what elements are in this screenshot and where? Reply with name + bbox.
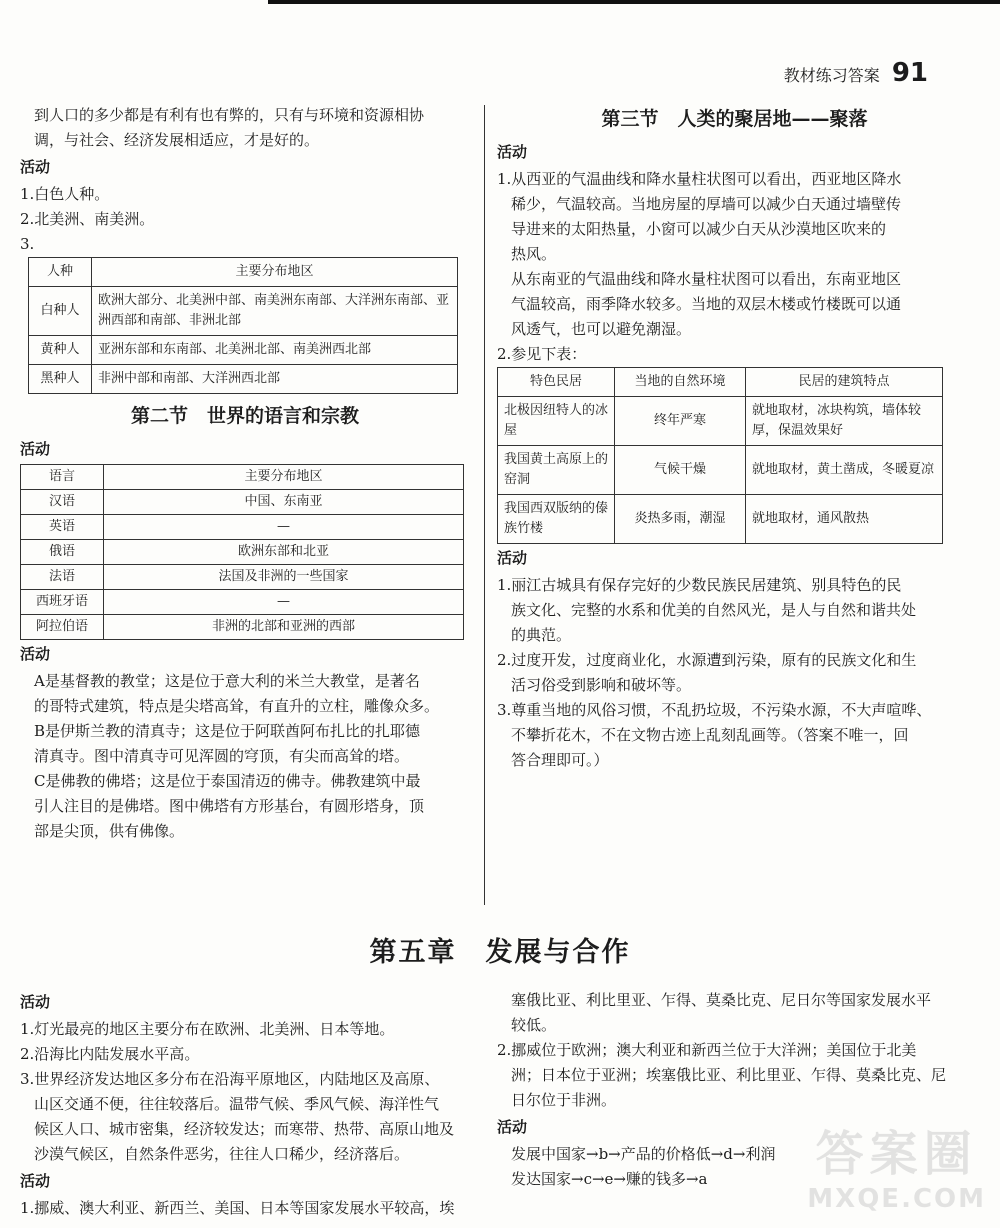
bottom-left-column bbox=[20, 988, 485, 1221]
table-cell: 法语 bbox=[21, 565, 104, 590]
text-line: 引人注目的是佛塔。图中佛塔有方形基台，有圆形塔身，顶 bbox=[34, 797, 425, 815]
text-line: 热风。 bbox=[511, 245, 557, 263]
text-line: 风透气，也可以避免潮湿。 bbox=[511, 320, 692, 338]
text-line: 从东南亚的气温曲线和降水量柱状图可以看出，东南亚地区 bbox=[511, 270, 902, 288]
text-line: 2.沿海比内陆发展水平高。 bbox=[20, 1045, 200, 1063]
table-header-cell: 人种 bbox=[29, 258, 92, 287]
table-row bbox=[21, 615, 464, 640]
text-line: 2.参见下表： bbox=[497, 345, 587, 363]
table-cell: — bbox=[104, 515, 464, 540]
table-header-row bbox=[21, 465, 464, 490]
table-row bbox=[21, 540, 464, 565]
table-cell: 黑种人 bbox=[29, 365, 92, 394]
page-number: 91 bbox=[891, 58, 928, 88]
watermark-url: MXQE.COM bbox=[807, 1184, 986, 1214]
text-line: 活习俗受到影响和破坏等。 bbox=[511, 676, 692, 694]
text-line: 不攀折花木，不在文物古迹上乱刻乱画等。（答案不唯一，回 bbox=[511, 726, 909, 744]
text-line: 山区交通不便，往往较落后。温带气候、季风气候、海洋性气 bbox=[34, 1095, 440, 1113]
table-cell: — bbox=[104, 590, 464, 615]
answer-item: 1.白色人种。 bbox=[20, 185, 110, 203]
table-row bbox=[29, 336, 458, 365]
activity-heading: 活动 bbox=[20, 993, 51, 1011]
table-header-cell: 主要分布地区 bbox=[104, 465, 464, 490]
table-header-cell: 特色民居 bbox=[498, 368, 615, 397]
text-line: C是佛教的佛塔；这是位于泰国清迈的佛寺。佛教建筑中最 bbox=[34, 772, 421, 790]
page-header bbox=[784, 58, 928, 88]
table-cell: 就地取材，冰块构筑，墙体较厚，保温效果好 bbox=[746, 397, 943, 446]
table-row bbox=[21, 515, 464, 540]
text-line: 1.从西亚的气温曲线和降水量柱状图可以看出，西亚地区降水 bbox=[497, 170, 902, 188]
table-cell: 欧洲大部分、北美洲中部、南美洲东南部、大洋洲东南部、亚洲西部和南部、非洲北部 bbox=[92, 287, 458, 336]
race-table bbox=[28, 257, 458, 394]
text-line: 部是尖顶，供有佛像。 bbox=[34, 822, 185, 840]
text-line: 1.挪威、澳大利亚、新西兰、美国、日本等国家发展水平较高，埃 bbox=[20, 1199, 455, 1217]
flow-line: 发展中国家→b→产品的价格低→d→利润 bbox=[511, 1145, 776, 1163]
table-cell: 就地取材，通风散热 bbox=[746, 495, 943, 544]
table-cell: 西班牙语 bbox=[21, 590, 104, 615]
flow-line: 发达国家→c→e→赚的钱多→a bbox=[511, 1170, 708, 1188]
table-cell: 中国、东南亚 bbox=[104, 490, 464, 515]
text-line: 2.挪威位于欧洲；澳大利亚和新西兰位于大洋洲；美国位于北美 bbox=[497, 1041, 917, 1059]
table-row bbox=[498, 446, 943, 495]
table-header-row bbox=[29, 258, 458, 287]
table-cell: 北极因纽特人的冰屋 bbox=[498, 397, 615, 446]
dwelling-table bbox=[497, 367, 943, 544]
table-cell: 终年严寒 bbox=[615, 397, 746, 446]
text-line: 洲；日本位于亚洲；埃塞俄比亚、利比里亚、乍得、莫桑比克、尼 bbox=[511, 1066, 947, 1084]
chapter-title: 第五章 发展与合作 bbox=[369, 937, 631, 968]
text-line: A是基督教的教堂；这是位于意大利的米兰大教堂，是著名 bbox=[34, 672, 420, 690]
activity-heading: 活动 bbox=[20, 645, 51, 663]
table-row bbox=[21, 565, 464, 590]
activity-heading: 活动 bbox=[497, 1118, 528, 1136]
text-line: 2.过度开发，过度商业化，水源遭到污染，原有的民族文化和生 bbox=[497, 651, 917, 669]
text-line: 导进来的太阳热量，小窗可以减少白天从沙漠地区吹来的 bbox=[511, 220, 887, 238]
table-header-cell: 主要分布地区 bbox=[92, 258, 458, 287]
table-header-cell: 当地的自然环境 bbox=[615, 368, 746, 397]
table-header-row bbox=[498, 368, 943, 397]
table-cell: 就地取材，黄土凿成，冬暖夏凉 bbox=[746, 446, 943, 495]
top-rule bbox=[268, 0, 1000, 4]
text-line: 气温较高，雨季降水较多。当地的双层木楼或竹楼既可以通 bbox=[511, 295, 902, 313]
table-row bbox=[498, 495, 943, 544]
table-row bbox=[21, 490, 464, 515]
text-line: 候区人口、城市密集，经济较发达；而寒带、热带、高原山地及 bbox=[34, 1120, 455, 1138]
table-cell: 亚洲东部和东南部、北美洲北部、南美洲西北部 bbox=[92, 336, 458, 365]
table-cell: 阿拉伯语 bbox=[21, 615, 104, 640]
table-cell: 非洲中部和南部、大洋洲西北部 bbox=[92, 365, 458, 394]
section-title: 第二节 世界的语言和宗教 bbox=[130, 405, 359, 427]
table-header-cell: 民居的建筑特点 bbox=[746, 368, 943, 397]
watermark-text: 答案圈 bbox=[815, 1126, 978, 1182]
text-line: B是伊斯兰教的清真寺；这是位于阿联酋阿布扎比的扎耶德 bbox=[34, 722, 421, 740]
text-line: 1.丽江古城具有保存完好的少数民族民居建筑、别具特色的民 bbox=[497, 576, 902, 594]
text-line: 较低。 bbox=[511, 1016, 557, 1034]
section-title: 第三节 人类的聚居地——聚落 bbox=[601, 108, 868, 130]
table-cell: 白种人 bbox=[29, 287, 92, 336]
table-header-cell: 语言 bbox=[21, 465, 104, 490]
table-cell: 俄语 bbox=[21, 540, 104, 565]
text-line: 族文化、完整的水系和优美的自然风光，是人与自然和谐共处 bbox=[511, 601, 917, 619]
table-row bbox=[498, 397, 943, 446]
table-cell: 炎热多雨，潮湿 bbox=[615, 495, 746, 544]
table-cell: 我国西双版纳的傣族竹楼 bbox=[498, 495, 615, 544]
activity-heading: 活动 bbox=[20, 440, 51, 458]
table-cell: 英语 bbox=[21, 515, 104, 540]
text-line: 的典范。 bbox=[511, 626, 572, 644]
text-line: 的哥特式建筑，特点是尖塔高耸，有直升的立柱，雕像众多。 bbox=[34, 697, 440, 715]
text-line: 沙漠气候区，自然条件恶劣，往往人口稀少，经济落后。 bbox=[34, 1145, 410, 1163]
intro-line: 调，与社会、经济发展相适应，才是好的。 bbox=[34, 131, 320, 149]
table-cell: 欧洲东部和北亚 bbox=[104, 540, 464, 565]
activity-heading: 活动 bbox=[497, 549, 528, 567]
intro-line: 到人口的多少都是有利有也有弊的，只有与环境和资源相协 bbox=[34, 106, 425, 124]
text-line: 3.世界经济发达地区多分布在沿海平原地区，内陆地区及高原、 bbox=[20, 1070, 440, 1088]
answer-item: 2.北美洲、南美洲。 bbox=[20, 210, 155, 228]
language-table bbox=[20, 464, 464, 640]
text-line: 清真寺。图中清真寺可见浑圆的穹顶，有尖而高耸的塔。 bbox=[34, 747, 410, 765]
table-cell: 汉语 bbox=[21, 490, 104, 515]
table-cell: 黄种人 bbox=[29, 336, 92, 365]
column-divider bbox=[484, 105, 485, 905]
table-row bbox=[29, 287, 458, 336]
table-cell: 气候干燥 bbox=[615, 446, 746, 495]
right-column bbox=[497, 103, 972, 773]
text-line: 日尔位于非洲。 bbox=[511, 1091, 617, 1109]
text-line: 1.灯光最亮的地区主要分布在欧洲、北美洲、日本等地。 bbox=[20, 1020, 395, 1038]
activity-heading: 活动 bbox=[20, 158, 51, 176]
text-line: 3.尊重当地的风俗习惯，不乱扔垃圾，不污染水源，不大声喧哗、 bbox=[497, 701, 932, 719]
table-cell: 非洲的北部和亚洲的西部 bbox=[104, 615, 464, 640]
left-column bbox=[20, 103, 470, 844]
table-row bbox=[21, 590, 464, 615]
text-line: 答合理即可。） bbox=[511, 751, 609, 769]
table-cell: 法国及非洲的一些国家 bbox=[104, 565, 464, 590]
header-label: 教材练习答案 bbox=[783, 66, 880, 85]
watermark-logo bbox=[807, 1115, 986, 1214]
table-row bbox=[29, 365, 458, 394]
activity-heading: 活动 bbox=[497, 143, 528, 161]
activity-heading: 活动 bbox=[20, 1172, 51, 1190]
text-line: 塞俄比亚、利比里亚、乍得、莫桑比克、尼日尔等国家发展水平 bbox=[511, 991, 932, 1009]
text-line: 稀少，气温较高。当地房屋的厚墙可以减少白天通过墙壁传 bbox=[511, 195, 902, 213]
answer-item: 3. bbox=[20, 235, 35, 253]
table-cell: 我国黄土高原上的窑洞 bbox=[498, 446, 615, 495]
